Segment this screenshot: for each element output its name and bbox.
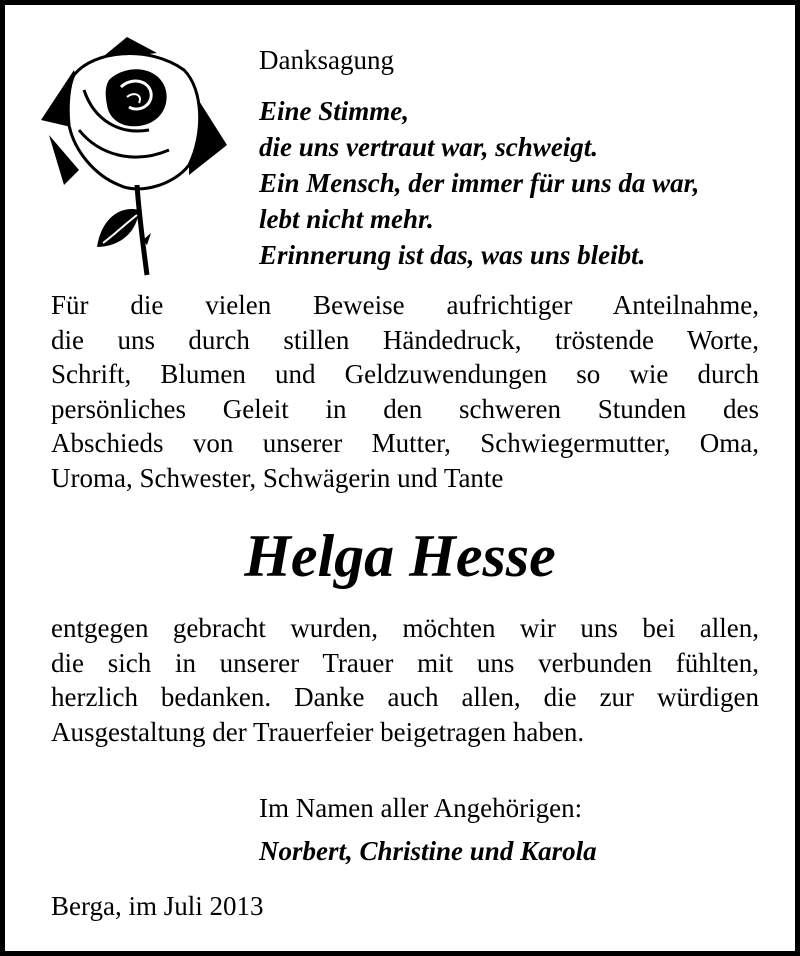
paragraph-line: Uroma, Schwester, Schwägerin und Tante (51, 462, 504, 493)
paragraph-line: Schrift, Blumen und Geldzuwendungen so wie durch (51, 359, 759, 389)
rose-icon (39, 35, 229, 280)
deceased-name: Helga Hesse (244, 523, 556, 589)
thanks-paragraph-2 (51, 611, 759, 749)
paragraph-line: Für die vielen Beweise aufrichtiger Anteilnahme, (51, 290, 759, 320)
verse-line: Eine Stimme, (259, 96, 410, 126)
thanks-paragraph-1 (51, 288, 759, 495)
paragraph-line: die sich in unserer Trauer mit uns verbunden fühlten, (51, 647, 759, 678)
paragraph-line: persönliches Geleit in den schweren Stunden des (51, 393, 759, 424)
verse-line: lebt nicht mehr. (259, 204, 434, 234)
paragraph-line: Ausgestaltung der Trauerfeier beigetragen haben. (51, 716, 585, 747)
greeting: Im Namen aller Angehörigen: (259, 793, 583, 823)
paragraph-line: die uns durch stillen Händedruck, tröstende Worte, (51, 324, 759, 355)
verse (259, 93, 699, 273)
paragraph-line: entgegen gebracht wurden, möchten wir uns bei allen, (51, 613, 759, 643)
verse-line: die uns vertraut war, schweigt. (259, 132, 599, 162)
paragraph-line: herzlich bedanken. Danke auch allen, die zur würdigen (51, 682, 759, 712)
verse-line: Erinnerung ist das, was uns bleibt. (259, 240, 646, 270)
place-date: Berga, im Juli 2013 (51, 891, 264, 921)
signers: Norbert, Christine und Karola (259, 836, 597, 866)
verse-line: Ein Mensch, der immer für uns da war, (259, 168, 700, 198)
heading: Danksagung (259, 45, 394, 75)
paragraph-line: Abschieds von unserer Mutter, Schwiegermutter, Oma, (51, 428, 759, 458)
